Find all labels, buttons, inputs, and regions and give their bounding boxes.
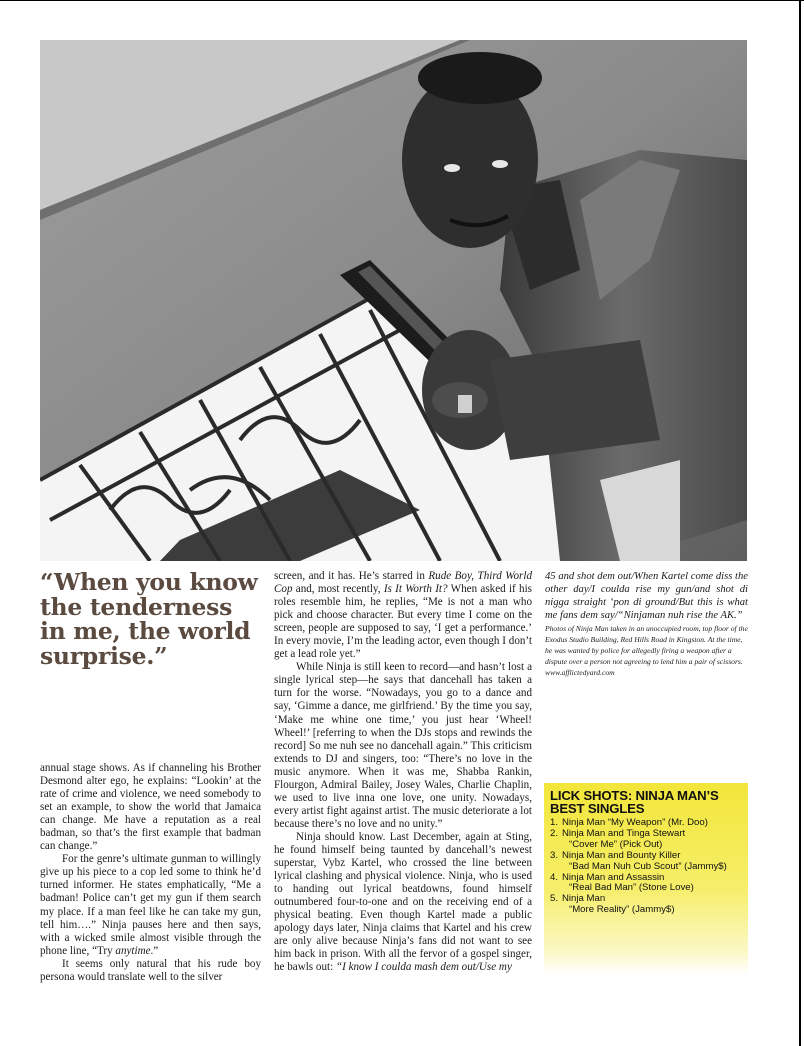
ninja-man-photo [40,40,747,561]
photo-caption: Photos of Ninja Man taken in an unoccupied room, top floor of the Exodus Studio Building, Red Hills Road in Kingston. At the time, he was wanted by police for allegedly firing a weapon after a dispute over a person not agreeing to lend him a pair of scissors. www.afflictedyard.com [545,624,748,677]
paragraph: For the genre’s ultimate gunman to willingly give up his piece to a cop led some to think he’d turned informer. He states emphatically, “Me a badman! Police can’t get my gun if them search my place. If a man feel like he can take my gun, tell him….” Ninja pauses here and then says, with a wicked smile almost visible through the phone line, “Try anytime.” [40,853,261,957]
page-right-rule [799,0,801,1046]
best-singles-sidebar [544,783,748,975]
paragraph: While Ninja is still keen to record—and hasn’t lost a single lyrical step—he says that dancehall has taken a turn for the worse. “Nowadays, you go to a dance and say, ‘Gimme a dance, me girlfriend.’ By the time you say, ‘Make me whine one time,’ you just hear ‘Wheel! Wheel!’ [referring to when the DJs stops and rewinds the record] So me nuh see no dancehall again.” This criticism extends to DJ and singers, too: “There’s no love in the music anymore. When it was me, Shabba Rankin, Flourgon, Admiral Bailey, Josey Wales, Charlie Chaplin, we used to live inna one love, one unity. Nowadays, every artist fight against artist. The music deteriorate a lot because there’s no love and no unity.” [274,661,532,830]
article-column-3 [545,570,748,678]
pull-quote-line: “When you know [40,568,258,596]
photo-illustration [40,40,747,561]
credit-url: www.afflictedyard.com [545,668,615,677]
list-item: 3. Ninja Man and Bounty Killer “Bad Man Nuh Cub Scout” (Jammy$) [550,849,727,872]
paragraph: screen, and it has. He’s starred in Rude Boy, Third World Cop and, most recently, Is It Worth It? When asked if his roles resemble him, he replies, “Me is not a man who pick and choose character. But every time I come on the screen, people are supposed to say, ‘I get a performance.’ In every movie, I’m the leading actor, even though I don’t get a lead role yet.” [274,570,532,661]
page-top-rule [0,0,804,1]
paragraph: It seems only natural that his rude boy persona would translate well to the silver [40,957,261,983]
list-item: 4. Ninja Man and Assassin “Real Bad Man” (Stone Love) [550,871,694,894]
article-column-2 [274,570,532,974]
pull-quote [40,570,262,668]
pull-quote-line: surprise.” [40,641,168,670]
lyric-continuation: 45 and shot dem out/When Kartel come diss the other day/I coulda rise my gun/and shot di nigga straight ‘pon di ground/But this is what me fans dem say/“Ninjaman nuh rise the AK.” [545,571,748,621]
paragraph: annual stage shows. As if channeling his Brother Desmond alter ego, he explains: “Lookin’ at the rate of crime and violence, we need somebody to set an example, to show the world that Jamaica can change. Me have a reputation as a real badman, so that’s the first example that badman can change.” [40,762,261,853]
list-item: 1. Ninja Man “My Weapon” (Mr. Doo) [550,817,708,828]
singles-list [550,818,742,916]
list-item: 5. Ninja Man “More Reality” (Jammy$) [550,893,675,916]
article-column-1 [40,762,261,984]
list-item: 2. Ninja Man and Tinga Stewart “Cover Me” (Pick Out) [550,827,686,850]
pull-quote-line: in me, the world [40,617,251,645]
sidebar-title: LICK SHOTS: NINJA MAN’S BEST SINGLES [550,788,719,816]
pull-quote-line: the tenderness [40,592,233,621]
paragraph: Ninja should know. Last December, again at Sting, he found himself being taunted by dancehall’s newest superstar, Vybz Kartel, who crossed the line between lyrical clashing and physical violence. Ninja, who is used to handing out lyrical beatdowns, found himself outnumbered four-to-one and on the receiving end of a physical beating. Even though Kartel made a public apology days later, Ninja claims that Kartel and his crew are only alive because Ninja’s fans did not want to see him back in prison. With all the fervor of a gospel singer, he bawls out: “I know I coulda mash dem out/Use my [274,830,532,974]
